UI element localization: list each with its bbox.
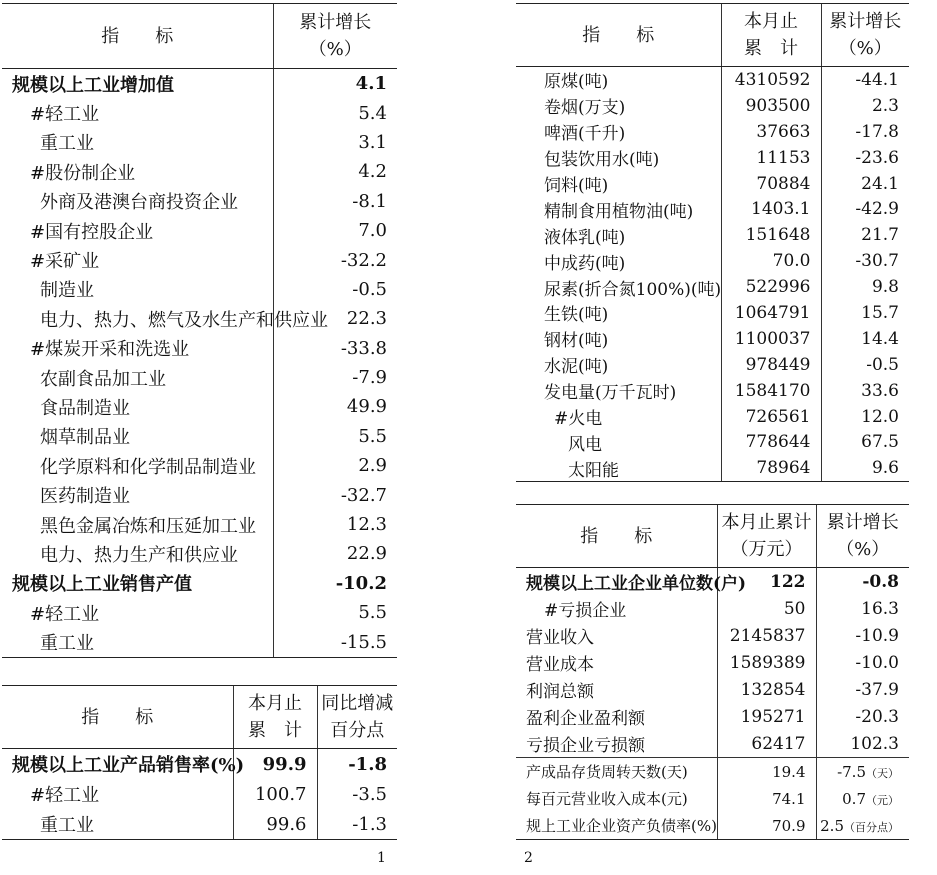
row-v2-text: 16.3 xyxy=(861,598,899,619)
row-label: 每百元营业收入成本(元) xyxy=(526,790,688,808)
row-v1-text: 778644 xyxy=(745,432,811,453)
row-v1 xyxy=(717,595,816,622)
row-v2 xyxy=(821,119,909,145)
row-v2 xyxy=(821,352,909,378)
row-v1-text: 122 xyxy=(770,571,806,592)
row-v2 xyxy=(816,595,909,622)
row-v2-text: -17.8 xyxy=(855,121,899,142)
row-value xyxy=(273,598,397,627)
enterprise-finance-table xyxy=(516,504,909,840)
indicator-header: 指 标 xyxy=(2,4,273,69)
row-label: 发电量(万千瓦时) xyxy=(544,383,677,404)
row-label: #轻工业 xyxy=(30,785,100,806)
industrial-value-added-table xyxy=(2,3,397,658)
row-label: #轻工业 xyxy=(30,603,100,625)
yoy-change-header-line2: 百分点 xyxy=(330,720,385,741)
row-value-text: -32.2 xyxy=(340,249,387,271)
row-v2-text: -3.5 xyxy=(352,783,387,805)
row-v2 xyxy=(816,568,909,596)
cumulative-header-line1: 本月止累计 xyxy=(721,512,812,533)
row-v1-text: 78964 xyxy=(756,458,811,479)
row-v2-text: -0.5 xyxy=(866,354,899,375)
row-v1 xyxy=(721,67,821,93)
row-label: #轻工业 xyxy=(30,104,100,126)
row-v1-text: 132854 xyxy=(740,679,806,700)
row-label: #煤炭开采和洗选业 xyxy=(30,339,190,361)
row-value xyxy=(273,510,397,539)
row-v1-text: 151648 xyxy=(745,225,811,246)
row-v2-text: 9.8 xyxy=(871,277,899,298)
row-v2 xyxy=(816,812,909,840)
table-row xyxy=(516,248,909,274)
growth-header-line1: 累计增长 xyxy=(826,512,899,533)
row-label: 烟草制品业 xyxy=(40,427,130,449)
row-v1-text: 70.9 xyxy=(772,816,806,835)
row-v1-text: 978449 xyxy=(745,354,811,375)
table-row xyxy=(516,568,909,596)
row-v2-text: 2.3 xyxy=(871,95,899,116)
row-label: 精制食用植物油(吨) xyxy=(544,201,694,222)
row-v1 xyxy=(721,145,821,171)
table-row xyxy=(2,749,397,780)
row-value xyxy=(273,480,397,509)
row-v1 xyxy=(721,300,821,326)
row-label: 营业收入 xyxy=(526,628,594,648)
row-label: 食品制造业 xyxy=(40,397,130,419)
row-label: 原煤(吨) xyxy=(544,72,609,93)
table-row xyxy=(516,730,909,758)
row-value xyxy=(273,157,397,186)
row-label: 规上工业企业资产负债率(%) xyxy=(516,812,717,840)
cumulative-header-line2: 累 计 xyxy=(248,720,302,741)
row-v2 xyxy=(816,703,909,730)
row-v2 xyxy=(821,196,909,222)
cumulative-header xyxy=(717,505,816,568)
row-label: 太阳能 xyxy=(516,455,721,481)
sales-rate-table xyxy=(2,685,397,840)
row-value xyxy=(273,69,397,99)
row-v2-text: -30.7 xyxy=(855,251,899,272)
cumulative-header-line2: 累 计 xyxy=(744,38,798,59)
row-v2 xyxy=(821,326,909,352)
row-value-text: 7.0 xyxy=(358,220,387,242)
row-v1 xyxy=(721,429,821,455)
row-v2-text: -42.9 xyxy=(855,199,899,220)
row-label: #亏损企业 xyxy=(544,601,627,621)
table-row xyxy=(516,274,909,300)
growth-header xyxy=(821,4,909,67)
table-row xyxy=(2,480,397,509)
table-row xyxy=(516,812,909,840)
row-v2 xyxy=(816,785,909,812)
row-value-text: -10.2 xyxy=(335,572,387,594)
table-row xyxy=(2,128,397,157)
row-v2 xyxy=(821,248,909,274)
row-v1 xyxy=(721,404,821,430)
growth-header-line2: （%） xyxy=(838,38,892,59)
table-row xyxy=(2,304,397,333)
table-row xyxy=(2,69,397,99)
row-v2-text: 2.5 xyxy=(820,816,844,835)
row-value-text: 12.3 xyxy=(346,514,387,536)
row-v1-text: 1100037 xyxy=(734,328,811,349)
table-row xyxy=(2,539,397,568)
row-v1-text: 100.7 xyxy=(254,783,307,805)
row-v2 xyxy=(816,622,909,649)
row-v1 xyxy=(721,93,821,119)
table-row xyxy=(2,392,397,421)
row-value xyxy=(273,627,397,657)
row-v1 xyxy=(721,455,821,481)
row-v1-text: 2145837 xyxy=(729,625,806,646)
row-value xyxy=(273,539,397,568)
cumulative-header-line1: 本月止 xyxy=(744,11,798,32)
row-label: 饲料(吨) xyxy=(544,176,609,196)
row-label: 生铁(吨) xyxy=(544,305,609,326)
row-label: 医药制造业 xyxy=(40,486,130,508)
table-row xyxy=(2,598,397,627)
row-label: 规模以上工业销售产值 xyxy=(12,574,192,596)
row-value-text: 3.1 xyxy=(358,131,387,153)
row-v1-text: 522996 xyxy=(745,277,811,298)
row-value-text: -33.8 xyxy=(340,337,387,359)
row-v2-text: -1.8 xyxy=(348,753,387,775)
row-label: 营业成本 xyxy=(526,655,594,675)
table4-body xyxy=(516,568,909,840)
row-label: 外商及港澳台商投资企业 xyxy=(40,192,238,214)
row-label: 规模以上工业企业单位数(户) xyxy=(526,574,747,594)
table-row xyxy=(2,809,397,840)
row-v2-text: -10.0 xyxy=(855,652,899,673)
table-row xyxy=(516,119,909,145)
row-label: 农副食品加工业 xyxy=(40,368,166,390)
product-output-table xyxy=(516,3,909,482)
row-v1 xyxy=(721,119,821,145)
indicator-header: 指 标 xyxy=(516,4,721,67)
row-value-text: -0.5 xyxy=(352,278,387,300)
row-v2 xyxy=(821,171,909,197)
row-v1-text: 62417 xyxy=(751,733,806,754)
row-v1 xyxy=(717,649,816,676)
row-value-text: -8.1 xyxy=(352,190,387,212)
row-v2-text: 9.6 xyxy=(871,458,899,479)
row-label: 水泥(吨) xyxy=(544,357,609,378)
row-v2 xyxy=(821,222,909,248)
table-row xyxy=(516,352,909,378)
row-label: #股份制企业 xyxy=(30,162,136,184)
table-row xyxy=(2,245,397,274)
table-row xyxy=(2,275,397,304)
table-row xyxy=(516,649,909,676)
row-value xyxy=(273,569,397,598)
row-v1 xyxy=(721,222,821,248)
row-label: 重工业 xyxy=(2,809,233,840)
table-row xyxy=(2,779,397,809)
table-row xyxy=(2,363,397,392)
table-row xyxy=(2,187,397,216)
row-unit: （元） xyxy=(866,793,899,807)
row-v1 xyxy=(721,352,821,378)
row-label: 重工业 xyxy=(40,133,94,155)
row-v2 xyxy=(816,676,909,703)
row-v1 xyxy=(721,274,821,300)
row-v1-text: 99.9 xyxy=(262,753,307,775)
row-v1 xyxy=(717,758,816,786)
row-v1-text: 74.1 xyxy=(772,789,806,808)
row-value xyxy=(273,363,397,392)
row-v1-text: 11153 xyxy=(756,147,811,168)
table-row xyxy=(516,67,909,93)
table-row xyxy=(516,145,909,171)
row-label: 化学原料和化学制品制造业 xyxy=(40,456,256,478)
page-number-2: 2 xyxy=(524,850,533,866)
row-value xyxy=(273,422,397,451)
row-v2-text: -0.8 xyxy=(862,571,899,592)
row-v1 xyxy=(717,676,816,703)
row-v2 xyxy=(821,67,909,93)
row-v2 xyxy=(816,649,909,676)
row-label: 电力、热力生产和供应业 xyxy=(40,544,238,566)
growth-header-line1: 累计增长 xyxy=(829,11,902,32)
row-v1 xyxy=(233,809,317,840)
table-row xyxy=(2,216,397,245)
row-v1-text: 1064791 xyxy=(734,302,811,323)
row-v2-text: 21.7 xyxy=(861,225,899,246)
row-v1-text: 70.0 xyxy=(772,251,811,272)
row-v2 xyxy=(821,404,909,430)
row-v1-text: 1589389 xyxy=(729,652,806,673)
row-label: 利润总额 xyxy=(526,682,594,702)
row-value xyxy=(273,392,397,421)
row-label: 制造业 xyxy=(40,280,94,302)
row-value xyxy=(273,275,397,304)
cumulative-header-line2: （万元） xyxy=(730,539,803,560)
row-label: 包装饮用水(吨) xyxy=(544,150,660,171)
row-label: 卷烟(万支) xyxy=(544,98,626,119)
table-row xyxy=(2,510,397,539)
table-row xyxy=(2,422,397,451)
row-label: 盈利企业盈利额 xyxy=(526,709,645,729)
cumulative-header xyxy=(721,4,821,67)
growth-header xyxy=(273,4,397,69)
table-row xyxy=(516,196,909,222)
row-value xyxy=(273,245,397,274)
table-row xyxy=(2,157,397,186)
table-row xyxy=(516,222,909,248)
table-row xyxy=(516,378,909,404)
table-row xyxy=(2,98,397,127)
row-v2 xyxy=(821,274,909,300)
row-value-text: -7.9 xyxy=(352,367,387,389)
row-value-text: 5.5 xyxy=(358,602,387,624)
row-label: 重工业 xyxy=(2,627,273,657)
table-row xyxy=(516,595,909,622)
row-v1 xyxy=(717,812,816,840)
table-row xyxy=(516,171,909,197)
row-label: 中成药(吨) xyxy=(544,253,626,274)
row-label: 钢材(吨) xyxy=(544,331,609,352)
table3-body xyxy=(516,67,909,482)
growth-header-line1: 累计增长 xyxy=(299,12,372,33)
indicator-header: 指 标 xyxy=(2,686,233,749)
row-v2-text: 24.1 xyxy=(861,173,899,194)
row-value-text: -32.7 xyxy=(340,484,387,506)
row-label: #国有控股企业 xyxy=(30,221,154,243)
table2-body xyxy=(2,749,397,840)
row-v1 xyxy=(717,785,816,812)
row-v1-text: 4310592 xyxy=(734,69,811,90)
row-v2-text: -20.3 xyxy=(855,706,899,727)
row-v2 xyxy=(821,300,909,326)
table-row xyxy=(516,300,909,326)
growth-header-line2: （%） xyxy=(836,539,890,560)
table-row xyxy=(516,93,909,119)
row-v2-text: 102.3 xyxy=(850,733,899,754)
row-v2-text: 15.7 xyxy=(861,302,899,323)
table-row xyxy=(516,455,909,481)
cumulative-header-line1: 本月止 xyxy=(248,693,302,714)
row-label: #采矿业 xyxy=(30,251,100,273)
row-value-text: 2.9 xyxy=(358,455,387,477)
row-v2 xyxy=(317,779,397,809)
row-value-text: 5.4 xyxy=(358,102,387,124)
table-row xyxy=(516,429,909,455)
row-v2 xyxy=(317,749,397,780)
row-v1-text: 99.6 xyxy=(266,813,307,835)
row-label: 规模以上工业产品销售率(%) xyxy=(12,755,245,776)
row-value-text: 49.9 xyxy=(346,396,387,418)
row-value xyxy=(273,187,397,216)
row-value xyxy=(273,334,397,363)
row-value-text: 22.9 xyxy=(346,543,387,565)
row-v2-text: -23.6 xyxy=(855,147,899,168)
table-row xyxy=(516,785,909,812)
row-unit: （天） xyxy=(866,766,899,780)
row-v1 xyxy=(233,779,317,809)
row-label: 黑色金属冶炼和压延加工业 xyxy=(40,515,256,537)
table-row xyxy=(2,334,397,363)
table-row xyxy=(516,703,909,730)
row-v1 xyxy=(717,622,816,649)
row-v1 xyxy=(721,196,821,222)
row-v1 xyxy=(721,171,821,197)
table-row xyxy=(2,627,397,657)
growth-header xyxy=(816,505,909,568)
row-v2-text: -7.5 xyxy=(837,762,866,781)
row-v2-text: -1.3 xyxy=(352,813,387,835)
row-v1-text: 903500 xyxy=(745,95,811,116)
row-v1 xyxy=(721,378,821,404)
row-value xyxy=(273,451,397,480)
row-v1 xyxy=(233,749,317,780)
row-label: 液体乳(吨) xyxy=(544,227,626,248)
table-row xyxy=(516,622,909,649)
table-row xyxy=(516,404,909,430)
table-row xyxy=(516,676,909,703)
row-v2-text: 67.5 xyxy=(861,432,899,453)
row-unit: （百分点） xyxy=(844,820,899,834)
row-v2 xyxy=(821,378,909,404)
row-v1-text: 19.4 xyxy=(772,762,806,781)
table-row xyxy=(516,758,909,786)
row-label: 啤酒(千升) xyxy=(544,124,626,145)
row-value-text: -15.5 xyxy=(340,631,387,653)
row-v2-text: -10.9 xyxy=(855,625,899,646)
row-value-text: 22.3 xyxy=(346,308,387,330)
row-label: 电力、热力、燃气及水生产和供应业 xyxy=(40,309,328,331)
row-v2 xyxy=(821,455,909,481)
cumulative-header xyxy=(233,686,317,749)
row-v1-text: 1403.1 xyxy=(751,199,811,220)
row-label: #火电 xyxy=(554,409,603,430)
row-v2-text: 12.0 xyxy=(861,406,899,427)
row-v2 xyxy=(821,145,909,171)
row-v2 xyxy=(821,93,909,119)
row-v2-text: -37.9 xyxy=(855,679,899,700)
row-v1 xyxy=(717,703,816,730)
row-label: 产成品存货周转天数(天) xyxy=(516,758,717,786)
row-value-text: 5.5 xyxy=(358,425,387,447)
row-v1-text: 1584170 xyxy=(734,380,811,401)
row-label: 亏损企业亏损额 xyxy=(526,736,645,756)
row-v2 xyxy=(317,809,397,840)
row-label: 规模以上工业增加值 xyxy=(12,74,174,96)
row-value-text: 4.1 xyxy=(355,73,387,95)
row-v2 xyxy=(821,429,909,455)
table-row xyxy=(2,569,397,598)
row-label: 风电 xyxy=(568,434,602,455)
row-v2-text: 14.4 xyxy=(861,328,899,349)
row-value xyxy=(273,216,397,245)
row-v1-text: 195271 xyxy=(740,706,806,727)
row-value-text: 4.2 xyxy=(358,161,387,183)
table1-body xyxy=(2,69,397,658)
row-value xyxy=(273,128,397,157)
row-v1 xyxy=(721,326,821,352)
yoy-change-header-line1: 同比增减 xyxy=(321,693,394,714)
row-v2 xyxy=(816,758,909,786)
table-row xyxy=(2,451,397,480)
row-v1 xyxy=(721,248,821,274)
row-v1-text: 50 xyxy=(783,598,806,619)
row-v2 xyxy=(816,730,909,758)
row-v2-text: -44.1 xyxy=(855,69,899,90)
row-v1-text: 37663 xyxy=(756,121,811,142)
row-v2-text: 0.7 xyxy=(842,789,866,808)
row-v1 xyxy=(717,730,816,758)
row-value xyxy=(273,98,397,127)
page-number-1: 1 xyxy=(377,850,386,866)
growth-header-line2: （%） xyxy=(308,39,362,60)
table-row xyxy=(516,326,909,352)
indicator-header: 指 标 xyxy=(516,505,717,568)
row-label: 尿素(折合氮100%)(吨) xyxy=(544,279,722,300)
row-v1-text: 70884 xyxy=(756,173,811,194)
row-v1-text: 726561 xyxy=(745,406,811,427)
yoy-change-header xyxy=(317,686,397,749)
row-v2-text: 33.6 xyxy=(861,380,899,401)
